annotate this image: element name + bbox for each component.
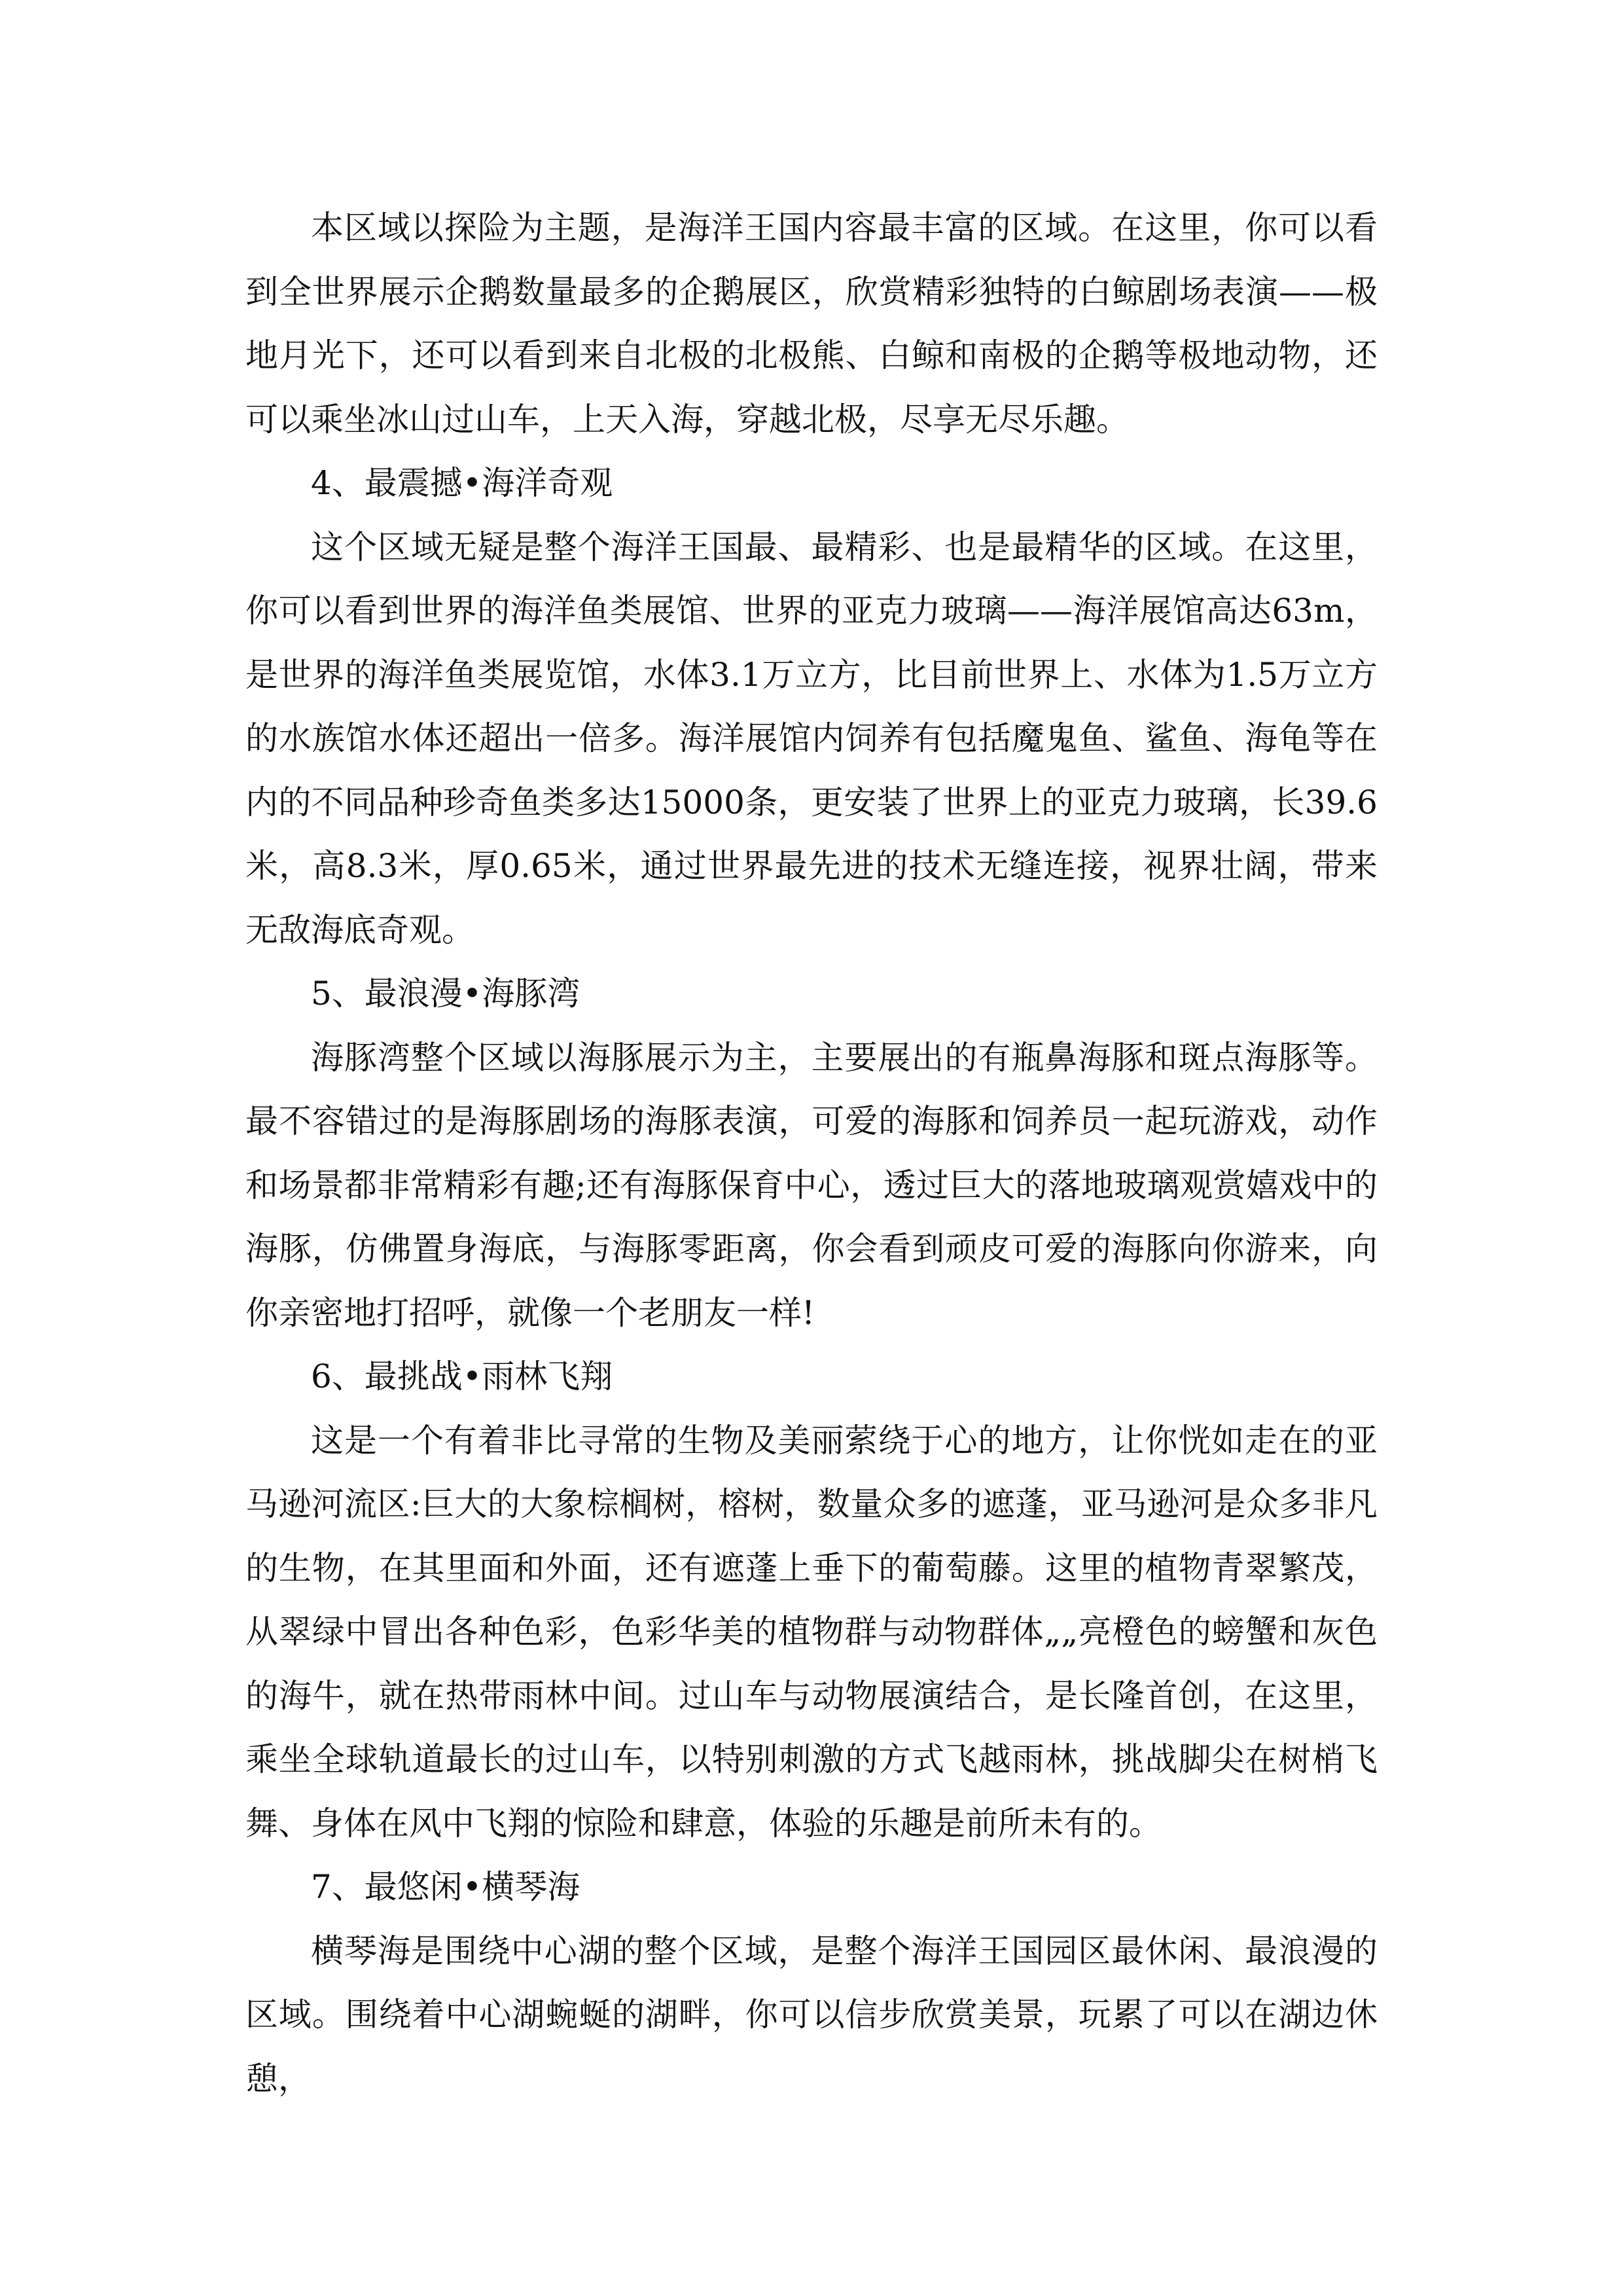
paragraph-rainforest-flight: 这是一个有着非比寻常的生物及美丽萦绕于心的地方，让你恍如走在的亚马逊河流区:巨大的大象棕榈树，榕树，数量众多的遮蓬，亚马逊河是众多非凡的生物，在其里面和外面，还有遮蓬上垂下的葡萄藤。这里的植物青翠繁茂，从翠绿中冒出各种色彩，色彩华美的植物群与动物群体„„亮橙色的螃蟹和灰色的海牛，就在热带雨林中间。过山车与动物展演结合，是长隆首创，在这里，乘坐全球轨道最长的过山车，以特别刺激的方式飞越雨林，挑战脚尖在树梢飞舞、身体在风中飞翔的惊险和肆意，体验的乐趣是前所未有的。 <box>245 1421 1378 1842</box>
paragraph-ocean-wonder: 这个区域无疑是整个海洋王国最、最精彩、也是最精华的区域。在这里，你可以看到世界的海洋鱼类展馆、世界的亚克力玻璃——海洋展馆高达63m，是世界的海洋鱼类展览馆，水体3.1万立方，比目前世界上、水体为1.5万立方的水族馆水体还超出一倍多。海洋展馆内饲养有包括魔鬼鱼、鲨鱼、海龟等在内的不同品种珍奇鱼类多达15000条，更安装了世界上的亚克力玻璃，长39.6米，高8.3米，厚0.65米，通过世界最先进的技术无缝连接，视界壮阔，带来无敌海底奇观。 <box>245 528 1378 949</box>
heading-rainforest-flight: 6、最挑战•雨林飞翔 <box>311 1357 613 1395</box>
heading-dolphin-bay: 5、最浪漫•海豚湾 <box>311 975 580 1013</box>
paragraph-polar-zone: 本区域以探险为主题，是海洋王国内容最丰富的区域。在这里，你可以看到全世界展示企鹅数量最多的企鹅展区，欣赏精彩独特的白鲸剧场表演——极地月光下，还可以看到来自北极的北极熊、白鲸和南极的企鹅等极地动物，还可以乘坐冰山过山车，上天入海，穿越北极，尽享无尽乐趣。 <box>245 209 1378 439</box>
document-body <box>245 196 1378 2111</box>
paragraph-dolphin-bay: 海豚湾整个区域以海豚展示为主，主要展出的有瓶鼻海豚和斑点海豚等。最不容错过的是海豚剧场的海豚表演，可爱的海豚和饲养员一起玩游戏，动作和场景都非常精彩有趣;还有海豚保育中心，透过巨大的落地玻璃观赏嬉戏中的海豚，仿佛置身海底，与海豚零距离，你会看到顽皮可爱的海豚向你游来，向你亲密地打招呼，就像一个老朋友一样! <box>245 1038 1378 1332</box>
paragraph-hengqin-sea: 横琴海是围绕中心湖的整个区域，是整个海洋王国园区最休闲、最浪漫的区域。围绕着中心湖蜿蜒的湖畔，你可以信步欣赏美景，玩累了可以在湖边休憩， <box>245 1931 1378 2098</box>
heading-ocean-wonder: 4、最震撼•海洋奇观 <box>311 464 613 502</box>
heading-hengqin-sea: 7、最悠闲•横琴海 <box>311 1868 580 1906</box>
